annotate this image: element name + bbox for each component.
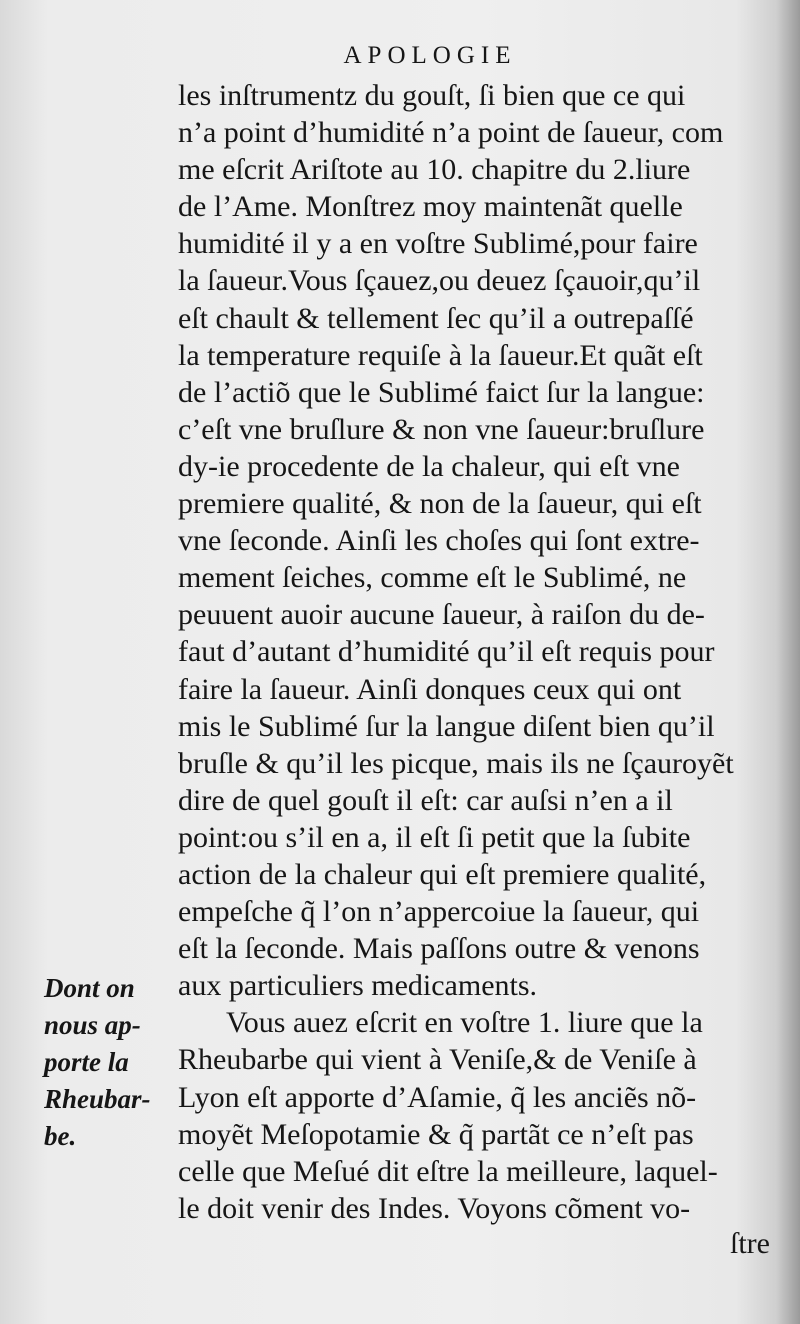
text-line: Vous auez eſcrit en voſtre 1. liure que la: [226, 1006, 703, 1040]
text-line: Rheubarbe qui vient à Veniſe,& de Veniſe à: [178, 1043, 697, 1077]
text-line: la ſaueur.Vous ſçauez,ou deuez ſçauoir,qu’il: [178, 264, 701, 298]
text-line: vne ſeconde. Ainſi les choſes qui ſont extre-: [178, 524, 700, 558]
text-line: Lyon eſt apporte d’Aſamie, q̃ les anciẽs nõ-: [178, 1080, 697, 1114]
text-line: les inſtrumentz du gouſt, ſi bien que ce qui: [178, 79, 686, 112]
text-line: premiere qualité, & non de la ſaueur, qui eſt: [178, 487, 702, 521]
text-line: celle que Meſué dit eſtre la meilleure, laquel-: [178, 1154, 718, 1188]
margin-note-line: Rheubar-: [44, 1084, 151, 1115]
text-line: faire la ſaueur. Ainſi donques ceux qui ont: [178, 672, 682, 706]
text-line: n’a point d’humidité n’a point de ſaueur, com: [178, 116, 724, 150]
text-line: peuuent auoir aucune ſaueur, à raiſon du de-: [178, 598, 705, 632]
text-line: point:ou s’il en a, il eſt ſi petit que la ſubite: [178, 820, 691, 854]
text-line: la temperature requiſe à la ſaueur.Et quãt eſt: [178, 338, 703, 372]
text-line: bruſle & qu’il les picque, mais ils ne ſçauroyẽt: [178, 746, 734, 780]
text-line: me eſcrit Ariſtote au 10. chapitre du 2.liure: [178, 153, 691, 187]
margin-note: [44, 970, 174, 1155]
text-line: de l’actiõ que le Sublimé faict ſur la langue:: [178, 375, 705, 409]
text-line: faut d’autant d’humidité qu’il eſt requis pour: [178, 635, 715, 669]
text-line: moyẽt Meſopotamie & q̃ partãt ce n’eſt pas: [178, 1117, 694, 1151]
text-line: dy-ie procedente de la chaleur, qui eſt vne: [178, 449, 680, 483]
catchword: ſtre: [730, 1227, 770, 1260]
text-line: aux particuliers medicaments.: [178, 969, 538, 1003]
running-header: APOLOGIE: [343, 42, 517, 69]
margin-note-line: nous ap-: [44, 1010, 141, 1041]
text-line: c’eſt vne bruſlure & non vne ſaueur:bruſlure: [178, 412, 705, 446]
margin-note-line: be.: [44, 1121, 77, 1152]
text-line: dire de quel gouſt il eſt: car auſsi n’en a il: [178, 783, 673, 817]
text-line: eſt chault & tellement ſec qu’il a outrepaſſé: [178, 301, 694, 335]
text-line: le doit venir des Indes. Voyons cõment vo-: [178, 1191, 691, 1225]
text-line: de l’Ame. Monſtrez moy maintenãt quelle: [178, 190, 683, 224]
margin-note-line: Dont on: [44, 973, 135, 1003]
text-line: action de la chaleur qui eſt premiere qualité,: [178, 857, 707, 891]
text-line: mis le Sublimé ſur la langue diſent bien qu’il: [178, 709, 715, 743]
text-line: humidité il y a en voſtre Sublimé,pour faire: [178, 227, 698, 261]
text-line: mement ſeiches, comme eſt le Sublimé, ne: [178, 561, 687, 595]
text-line: eſt la ſeconde. Mais paſſons outre & venons: [178, 932, 700, 966]
body-text: [178, 77, 768, 1227]
text-line: empeſche q̃ l’on n’appercoiue la ſaueur, qui: [178, 895, 700, 929]
margin-note-line: porte la: [44, 1047, 129, 1078]
